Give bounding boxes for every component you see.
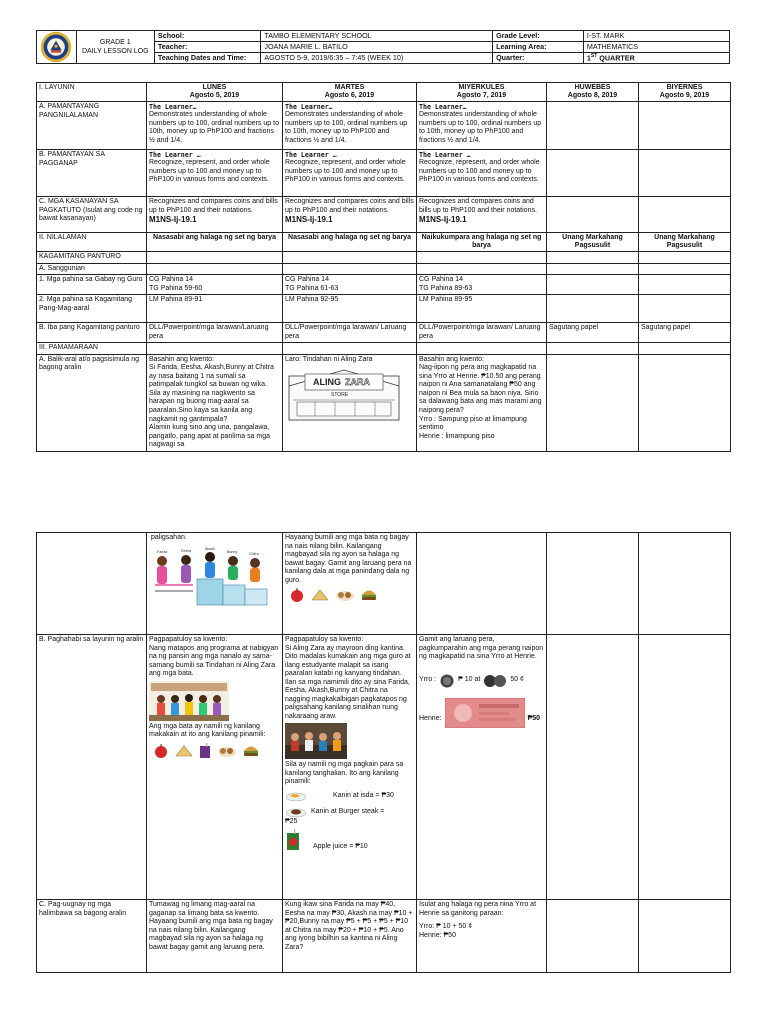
podium-illustration (149, 545, 273, 607)
cell-iba-tue: DLL/Powerpoint/mga larawan/ Laruang pera (283, 323, 417, 343)
cell-kasanayan-tue: Recognizes and compares coins and bills up to PhP100 and their notations. M1NS-Ij-19.1 (283, 197, 417, 233)
row-label-layunin: I. LAYUNIN (37, 83, 147, 102)
seal-icon (40, 31, 72, 63)
cell-pagganap-tue: The Learner … Recognize, represent, and order whole numbers up to 100 and money up to PhP100 in various forms and contexts. (283, 150, 417, 197)
lesson-table-page-2 (36, 532, 731, 973)
cell-kasanayan-mon: Recognizes and compares coins and bills up to PhP100 and their notations. M1NS-Ij-19.1 (147, 197, 283, 233)
table-row (37, 252, 731, 264)
table-row (37, 354, 731, 451)
fifty-centavo-coins-icon (483, 674, 507, 688)
sandwich-icon (311, 589, 329, 601)
burger-steak-icon (285, 806, 307, 818)
cell-balik-tue: Laro: Tindahan ni Aling Zara ALING ZARA STORE (283, 354, 417, 451)
menu-item-apple-juice: Apple juice = ₱10 (285, 829, 414, 851)
store-illustration (285, 366, 403, 422)
table-row (37, 83, 731, 102)
svg-text:Akash: Akash (205, 546, 215, 551)
cell-pamantayang-mon: The Learner… Demonstrates understanding of whole numbers up to 100, ordinal numbers up to 10th, money up to PhP100 and fractions ½ and 1/4. (147, 102, 283, 150)
day-header-mon: LUNES Agosto 5, 2019 (147, 83, 283, 102)
cell-pamantayang-wed: The Learner… Demonstrates understanding of whole numbers up to 100, ordinal numbers up to 10th, money up to PhP100 and fractions ½ and 1/4. (417, 102, 547, 150)
cell-balik-tue-cont: Hayaang bumili ang mga bata ng bagay na nais nilang bilin. Kailangang magbayad sila ng ayon sa halaga ng bawat bagay. Gamit ang laruang pera na kanilang dala at mga panindang dala ng guro. (283, 533, 417, 635)
cell-lm-tue: LM Pahina 92-95 (283, 295, 417, 323)
food-icons (289, 588, 414, 602)
svg-text:ALING: ALING (313, 377, 341, 388)
row-label-kasanayan: C. MGA KASANAYAN SA PAGKATUTO (Isulat ang code ng bawat kasanayan) (37, 197, 147, 233)
menu-item-kanin-isda: Kanin at isda = ₱30 (285, 790, 414, 802)
cell-gabay-tue: CG Pahina 14 TG Pahina 61-63 (283, 275, 417, 295)
row-label-pagganap: B. PAMANTAYAN SA PAGGANAP (37, 150, 147, 197)
svg-text:ZARA: ZARA (345, 377, 370, 388)
sandwich-icon (175, 745, 193, 757)
dates-label: Teaching Dates and Time: (154, 53, 260, 64)
grade-level-value: I-ST. MARK (583, 31, 729, 42)
cell-iba-wed: DLL/Powerpoint/mga larawan/ Laruang pera (417, 323, 547, 343)
cell-nilalaman-tue: Nasasabi ang halaga ng set ng barya (283, 233, 417, 252)
food-icons (153, 743, 280, 759)
day-header-tue: MARTES Agosto 6, 2019 (283, 83, 417, 102)
dates-value: AGOSTO 5-9, 2019/6:35 – 7:45 (WEEK 10) (261, 53, 493, 64)
henrie-bill: Henrie: ₱50 (419, 698, 544, 728)
cell-balik-mon: Basahin ang kwento: Si Farida, Eesha, Akash,Bunny at Chitra ay nasa baitang 1 na sumali sa patimpalak tungkol sa buwan ng wika. Sila ay masining na nagkwento sa harapan ng buong mag-aaral sa paaralan.Sino kaya sa kanila ang nagkamit ng gantimpala? Alamin kung sino ang una, pangalawa, pangatlo, pang apat at panlima sa mga nagwagi sa (147, 354, 283, 451)
cell-paghahabi-mon: Pagpapatuloy sa kwento: Nang matapos ang programa at nabigyan na ng pansin ang mga nanalo ay sama-samang bumili sa Tindahan ni Aling Zara ang mga bata. Ang mga bata ay namili ng kanilang makakain at ito ang kanilang pinamili: (147, 635, 283, 900)
cell-paghahabi-wed: Gamit ang laruang pera, pagkumparahin ang mga perang naipon ng magkapatid na sina Yrro at Henrie. Yrro : ₱ 10 at 50 ¢ Henrie: ₱50 (417, 635, 547, 900)
cell-lm-wed: LM Pahina 89-95 (417, 295, 547, 323)
cell-pagganap-thu (547, 150, 639, 197)
cell-kasanayan-fri (639, 197, 731, 233)
cell-iba-thu: Sagutang papel (547, 323, 639, 343)
fifty-peso-bill-icon (445, 698, 525, 728)
table-row (37, 295, 731, 323)
burger-icon (361, 588, 377, 602)
row-label-pag-uugnay: C. Pag-uugnay ng mga halimbawa sa bagong aralin (37, 900, 147, 973)
cell-uugnay-wed: Isulat ang halaga ng pera nina Yrro at Henrie sa ganitong paraan: Yrro: ₱ 10 + 50 ¢ Henrie: ₱50 (417, 900, 547, 973)
table-row (37, 900, 731, 973)
table-row (37, 263, 731, 275)
quarter-label: Quarter: (493, 53, 584, 64)
cell-pamantayang-thu (547, 102, 639, 150)
apple-juice-icon (285, 829, 301, 851)
cell-balik-mon-cont: paligsahan. Farida Eesha Akash Bunny Chitra (147, 533, 283, 635)
teacher-value: JOANA MARIE L. BATILO (261, 42, 493, 53)
svg-text:Chitra: Chitra (249, 551, 259, 556)
ten-peso-coin-icon (439, 674, 455, 688)
cookies-icon (217, 744, 237, 758)
fish-rice-icon (285, 790, 307, 802)
table-row (37, 343, 731, 355)
table-row (37, 197, 731, 233)
cell-nilalaman-wed: Naikukumpara ang halaga ng set ng barya (417, 233, 547, 252)
grade-title: GRADE 1 DAILY LESSON LOG (76, 31, 154, 64)
svg-text:STORE: STORE (331, 392, 349, 399)
quarter-value: 1ST QUARTER (583, 53, 729, 64)
cell-balik-wed: Basahin ang kwento: Nag-iipon ng pera ang magkapatid na sina Yrro at Henrie. ₱10.50 ang perang naipon ni Ana samanatalang ₱50 ang naipon ni Bea mula sa baon niya. Sino sa dalawang bata ang mas marami ang naipong pera? Yrro : Sampung piso at limampung sentimo Henrie : limampung piso (417, 354, 547, 451)
cell-iba-mon: DLL/Powerpoint/mga larawan/Laruang pera (147, 323, 283, 343)
row-label-pamantayang: A. PAMANTAYANG PANGNILALAMAN (37, 102, 147, 150)
row-label-kagamitang: KAGAMITANG PANTURO (37, 252, 147, 264)
row-label-gabay: 1. Mga pahina sa Gabay ng Guro (37, 275, 147, 295)
day-header-wed: MIYERKULES Agosto 7, 2019 (417, 83, 547, 102)
table-row (37, 150, 731, 197)
table-row (37, 533, 731, 635)
row-label-nilalaman: II. NILALAMAN (37, 233, 147, 252)
teacher-label: Teacher: (154, 42, 260, 53)
grade-level-label: Grade Level: (493, 31, 584, 42)
cell-pamantayang-fri (639, 102, 731, 150)
row-label-iba-pang: B. Iba pang Kagamitang panturo (37, 323, 147, 343)
cell-uugnay-tue: Kung ikaw sina Farida na may ₱40, Eesha na may ₱30, Akash na may ₱10 + ₱20,Bunny na may ₱5 + ₱5 + ₱5 + ₱10 at Chitra na may ₱20 + ₱10 + ₱5. Ano ang iyong bibilhin sa kantina ni Aling Zara? (283, 900, 417, 973)
cell-pagganap-mon: The Learner … Recognize, represent, and order whole numbers up to 100 and money up to PhP100 in various forms and contexts. (147, 150, 283, 197)
table-row (37, 323, 731, 343)
cell-kasanayan-wed: Recognizes and compares coins and bills up to PhP100 and their notations. M1NS-Ij-19.1 (417, 197, 547, 233)
cell-gabay-wed: CG Pahina 14 TG Pahina 89-63 (417, 275, 547, 295)
learning-area-label: Learning Area: (493, 42, 584, 53)
table-row (37, 635, 731, 900)
school-value: TAMBO ELEMENTARY SCHOOL (261, 31, 493, 42)
cell-nilalaman-fri: Unang Markahang Pagsusulit (639, 233, 731, 252)
menu-item-kanin-burger: Kanin at Burger steak = (285, 806, 414, 818)
cell-pamantayang-tue: The Learner… Demonstrates understanding of whole numbers up to 100, ordinal numbers up to 10th, money up to PhP100 and fractions ½ and 1/4. (283, 102, 417, 150)
cell-nilalaman-thu: Unang Markahang Pagsusulit (547, 233, 639, 252)
cell-iba-fri: Sagutang papel (639, 323, 731, 343)
table-row (37, 233, 731, 252)
day-header-thu: HUWEBES Agosto 8, 2019 (547, 83, 639, 102)
svg-text:Eesha: Eesha (181, 548, 192, 553)
svg-text:Farida: Farida (157, 549, 168, 554)
cell-gabay-mon: CG Pahina 14 TG Pahina 59-60 (147, 275, 283, 295)
row-label-sanggunian: A. Sanggunian (37, 263, 147, 275)
table-row (37, 275, 731, 295)
cell-pagganap-wed: The Learner … Recognize, represent, and order whole numbers up to 100 and money up to PhP100 in various forms and contexts. (417, 150, 547, 197)
lesson-table-page-1 (36, 82, 731, 452)
cookies-icon (335, 588, 355, 602)
burger-icon (243, 744, 259, 758)
row-label-kagamitang-pang: 2. Mga pahina sa Kagamitang Pang-Mag-aaral (37, 295, 147, 323)
deped-seal (37, 31, 77, 64)
canteen-kids-illustration (149, 681, 229, 721)
row-label-paghahabi: B. Paghahabi sa layunin ng aralin (37, 635, 147, 900)
day-header-fri: BIYERNES Agosto 9, 2019 (639, 83, 731, 102)
learning-area-value: MATHEMATICS (583, 42, 729, 53)
yrro-coins: Yrro : ₱ 10 at 50 ¢ (419, 674, 544, 688)
cell-pagganap-fri (639, 150, 731, 197)
row-label-balik-aral: A. Balik-aral at/o pagsisimula ng bagong aralin (37, 354, 147, 451)
header-table (36, 30, 730, 64)
table-row (37, 102, 731, 150)
row-label-pamamaraan: III. PAMAMARAAN (37, 343, 147, 355)
apple-icon (153, 744, 169, 758)
svg-text:Bunny: Bunny (227, 549, 238, 554)
cell-lm-mon: LM Pahina 89-91 (147, 295, 283, 323)
cell-kasanayan-thu (547, 197, 639, 233)
cell-uugnay-mon: Tumawag ng limang mag-aaral na gaganap sa limang bata sa kwento. Hayaang bumili ang mga bata ng bagay na nais nilang bilin. Kailangang magbayad sila ng ayon sa halaga ng bawat bagay gamit ang laruang pera. (147, 900, 283, 973)
juice-box-icon (199, 743, 211, 759)
canteen-photo (285, 723, 347, 759)
cell-paghahabi-tue: Pagpapatuloy sa kwento: Si Aling Zara ay mayroon ding kantina. Dito madalas kumakain ang mga guro at ilang estudyante malapit sa isang paaralan katabi ng kanyang tindahan. Ilan sa mga namimili dito ay sina Farida, Eesha, Akash,Bunny at Chitra na nagging magkakalbigan pagkatapos ng paligsahang kanilang sinalihan nung nakaraang araw. Sila ay namili ng mga pagkain para sa kanilang tanghalian. Ito ang kanilang pinamili: Kanin at isda = ₱30 Kanin at Burger steak = ₱25 Apple juice = ₱10 (283, 635, 417, 900)
cell-nilalaman-mon: Nasasabi ang halaga ng set ng barya (147, 233, 283, 252)
school-label: School: (154, 31, 260, 42)
apple-icon (289, 588, 305, 602)
